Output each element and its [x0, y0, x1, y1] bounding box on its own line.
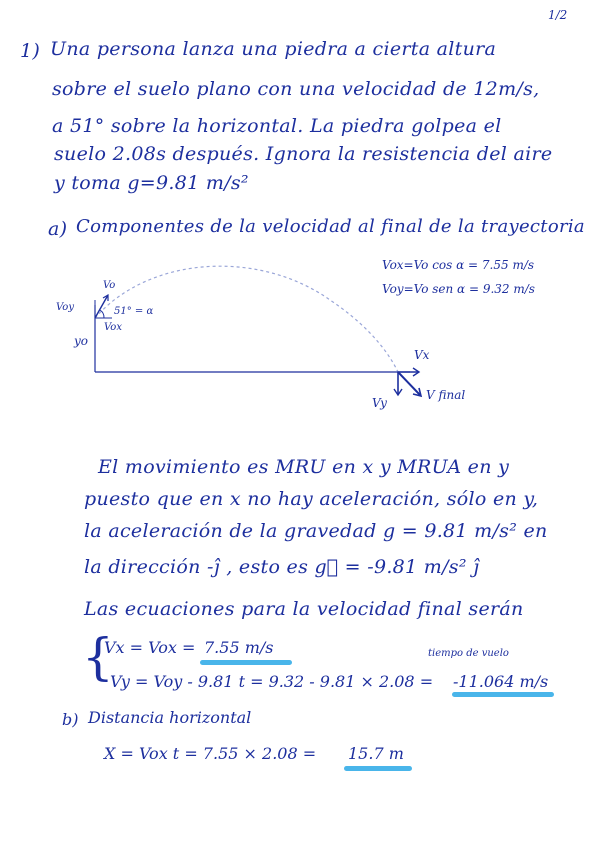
- voy-label: Voy: [56, 302, 74, 313]
- distance-result-highlight: [344, 766, 412, 771]
- explanation-line-2: puesto que en x no hay aceleración, sólo en y,: [84, 488, 539, 510]
- vx-label: Vx: [414, 348, 430, 362]
- time-note: tiempo de vuelo: [428, 648, 509, 659]
- vo-label: Vo: [103, 280, 116, 291]
- explanation-line-4: la dirección -ĵ , esto es g⃗ = -9.81 m/s² ĵ: [84, 556, 480, 578]
- vy-result: -11.064 m/s: [453, 672, 549, 691]
- vx-result-highlight: [200, 660, 292, 665]
- vox-equation: Vox=Vo cos α = 7.55 m/s: [382, 258, 535, 272]
- problem-line-2: sobre el suelo plano con una velocidad de 12m/s,: [52, 78, 540, 100]
- equation-brace: {: [82, 628, 114, 686]
- problem-line-5: y toma g=9.81 m/s²: [54, 172, 249, 194]
- angle-label: 51° = α: [114, 306, 154, 317]
- distance-result: 15.7 m: [348, 744, 404, 763]
- yo-label: yo: [74, 334, 89, 348]
- vx-equation-lhs: Vx = Vox =: [104, 638, 196, 657]
- problem-line-4: suelo 2.08s después. Ignora la resistencia del aire: [54, 143, 553, 165]
- explanation-line-3: la aceleración de la gravedad g = 9.81 m/s² en: [84, 520, 548, 542]
- part-b-label: b): [62, 710, 79, 729]
- vy-label: Vy: [372, 396, 387, 410]
- problem-line-3: a 51° sobre la horizontal. La piedra golpea el: [52, 115, 502, 137]
- problem-number: 1): [20, 40, 41, 62]
- problem-line-1: Una persona lanza una piedra a cierta altura: [50, 38, 497, 60]
- part-b-title: Distancia horizontal: [88, 708, 252, 727]
- part-a-title: Componentes de la velocidad al final de la trayectoria: [76, 216, 585, 237]
- explanation-line-1: El movimiento es MRU en x y MRUA en y: [98, 456, 510, 478]
- vox-label: Vox: [104, 322, 122, 333]
- part-b-equation: X = Vox t = 7.55 × 2.08 =: [104, 744, 317, 763]
- vfinal-label: V final: [426, 388, 466, 402]
- part-a-label: a): [48, 218, 68, 240]
- vfinal-vector: [398, 372, 420, 395]
- vo-vector: [95, 295, 108, 318]
- vy-result-highlight: [452, 692, 554, 697]
- page-number: 1/2: [548, 8, 568, 22]
- trajectory-curve: [95, 266, 398, 372]
- vy-equation-lhs: Vy = Voy - 9.81 t = 9.32 - 9.81 × 2.08 =: [110, 672, 434, 691]
- vx-result: 7.55 m/s: [204, 638, 274, 657]
- final-eq-intro: Las ecuaciones para la velocidad final serán: [84, 598, 524, 620]
- voy-equation: Voy=Vo sen α = 9.32 m/s: [382, 282, 535, 296]
